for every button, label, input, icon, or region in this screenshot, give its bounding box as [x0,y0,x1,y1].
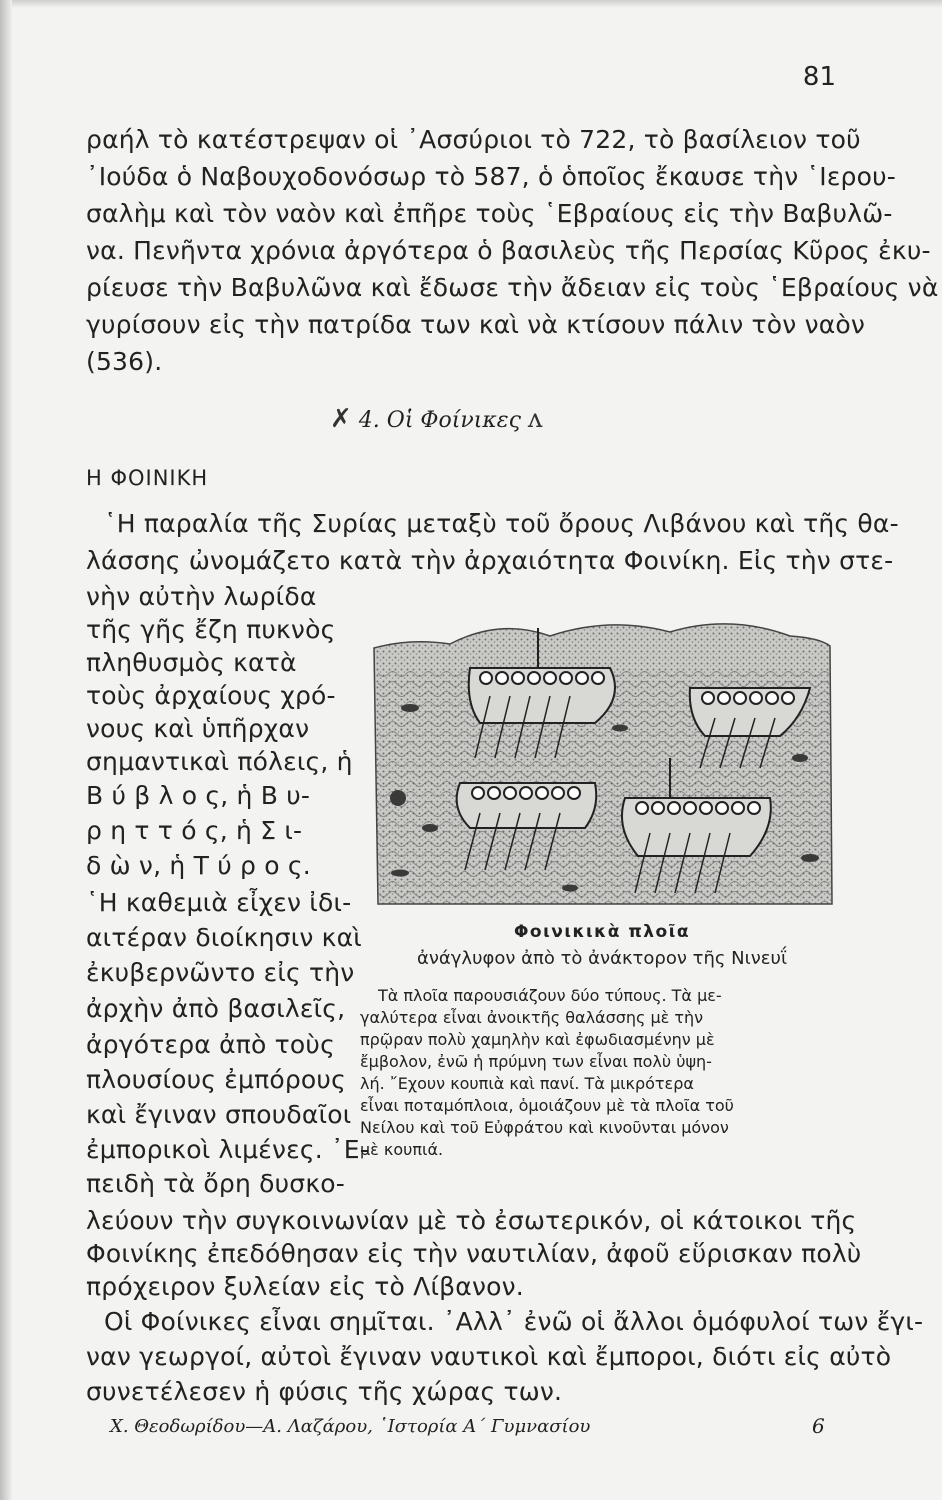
text-line: πρόχειρον ξυλείαν εἰς τὸ Λίβανον. [86,1272,524,1301]
column-line: Β ύ β λ ο ς, ἡ Β υ- [86,781,311,810]
text-line: (536). [86,347,163,376]
column-line: τοὺς ἀρχαίους χρό- [86,681,336,710]
section-title [330,404,543,434]
text-line: λεύουν τὴν συγκοινωνίαν μὲ τὸ ἐσωτερικόν, οἱ κάτοικοι τῆς [86,1206,857,1235]
caption-line: ἔμβολον, ἐνῶ ἡ πρύμνη των εἶναι πολὺ ὑψη- [360,1052,712,1071]
column-line: πληθυσμὸς κατὰ [86,648,297,677]
column-line: πειδὴ τὰ ὄρη δυσκο- [86,1169,346,1198]
figure-subtitle: ἀνάγλυφον ἀπὸ τὸ ἀνάκτορον τῆς Νινευΐ [416,948,787,969]
column-line: πλουσίους ἐμπόρους [86,1065,346,1094]
column-line: ῾Η καθεμιὰ εἶχεν ἰδι- [86,888,352,917]
column-line: τῆς γῆς ἔζη πυκνὸς [86,615,336,644]
column-line: ρ η τ τ ό ς, ἡ Σ ι- [86,816,303,845]
caption-line: Τὰ πλοῖα παρουσιάζουν δύο τύπους. Τὰ με- [378,986,722,1005]
page-top-edge [0,0,942,8]
column-line: σημαντικαὶ πόλεις, ἡ [86,747,353,776]
caption-line: λή. ῎Εχουν κουπιὰ καὶ πανί. Τὰ μικρότερα [360,1074,694,1093]
text-line: λάσσης ὠνομάζετο κατὰ τὴν ἀρχαιότητα Φοινίκη. Εἰς τὴν στε- [86,546,894,575]
column-line: ἀργότερα ἀπὸ τοὺς [86,1030,335,1059]
text-line: να. Πενῆντα χρόνια ἀργότερα ὁ βασιλεὺς τῆς Περσίας Κῦρος ἐκυ- [86,236,931,265]
subheading: Η ΦΟΙΝΙΚΗ [86,466,209,490]
text-line: ναν γεωργοί, αὐτοὶ ἔγιναν ναυτικοὶ καὶ ἔμποροι, διότι εἰς αὐτὸ [86,1342,892,1371]
text-line: γυρίσουν εἰς τὴν πατρίδα των καὶ νὰ κτίσουν πάλιν τὸν ναὸν [86,310,866,339]
figure-title: Φοινικικὰ πλοῖα [513,922,691,942]
text-line: σαλὴμ καὶ τὸν ναὸν καὶ ἐπῆρε τοὺς ῾Εβραίους εἰς τὴν Βαβυλῶ- [86,199,893,228]
text-line: Οἱ Φοίνικες εἶναι σημῖται. ᾿Αλλ᾿ ἐνῶ οἱ ἄλλοι ὁμόφυλοί των ἔγι- [104,1307,924,1336]
caption-line: εἶναι ποταμόπλοια, ὁμοιάζουν μὲ τὰ πλοῖα τοῦ [360,1096,734,1115]
column-line: δ ὼ ν, ἡ Τ ύ ρ ο ς. [86,851,311,880]
text-line: ᾿Ιούδα ὁ Ναβουχοδονόσωρ τὸ 587, ὁ ὁποῖος ἔκαυσε τὴν ῾Ιερου- [86,162,896,191]
section-title-text: 4. Οἱ Φοίνικες [358,408,521,433]
handwritten-mark-right: ʌ [527,404,543,434]
relief-illustration [370,608,834,908]
page-binding-shadow [0,0,12,1500]
column-line: ἀρχὴν ἀπὸ βασιλεῖς, [86,994,346,1023]
page-footer: Χ. Θεοδωρίδου—Α. Λαζάρου, ῾Ιστορία Α΄ Γυμνασίου [110,1416,591,1437]
text-line: Φοινίκης ἐπεδόθησαν εἰς τὴν ναυτιλίαν, ἀφοῦ εὕρισκαν πολὺ [86,1239,862,1268]
caption-line: Νείλου καὶ τοῦ Εὐφράτου καὶ κινοῦνται μόνον [360,1118,729,1137]
caption-line: γαλύτερα εἶναι ἀνοικτῆς θαλάσσης μὲ τὴν [360,1008,704,1027]
handwritten-mark-left: ✗ [330,404,352,434]
text-line: ραήλ τὸ κατέστρεψαν οἱ ᾿Ασσύριοι τὸ 722, τὸ βασίλειον τοῦ [86,125,861,154]
signature-mark: 6 [812,1414,825,1438]
text-line: ῾Η παραλία τῆς Συρίας μεταξὺ τοῦ ὄρους Λιβάνου καὶ τῆς θα- [104,509,899,538]
text-line: συνετέλεσεν ἡ φύσις τῆς χώρας των. [86,1377,563,1406]
phoenician-ships-relief-image [370,608,834,908]
column-line: ἐμπορικοὶ λιμένες. ᾿Ε- [86,1135,369,1164]
column-line: καὶ ἔγιναν σπουδαῖοι [86,1100,352,1129]
text-line: ρίευσε τὴν Βαβυλῶνα καὶ ἔδωσε τὴν ἄδειαν εἰς τοὺς ῾Εβραίους νὰ [86,273,939,302]
column-line: ἐκυβερνῶντο εἰς τὴν [86,958,355,987]
caption-line: πρῷραν πολὺ χαμηλὴν καὶ ἐφωδιασμένην μὲ [360,1030,715,1049]
page-number: 81 [802,62,836,92]
column-line: νὴν αὐτὴν λωρίδα [86,582,317,611]
column-line: νους καὶ ὑπῆρχαν [86,714,310,743]
column-line: αιτέραν διοίκησιν καὶ [86,923,362,952]
caption-line: μὲ κουπιά. [360,1140,444,1159]
